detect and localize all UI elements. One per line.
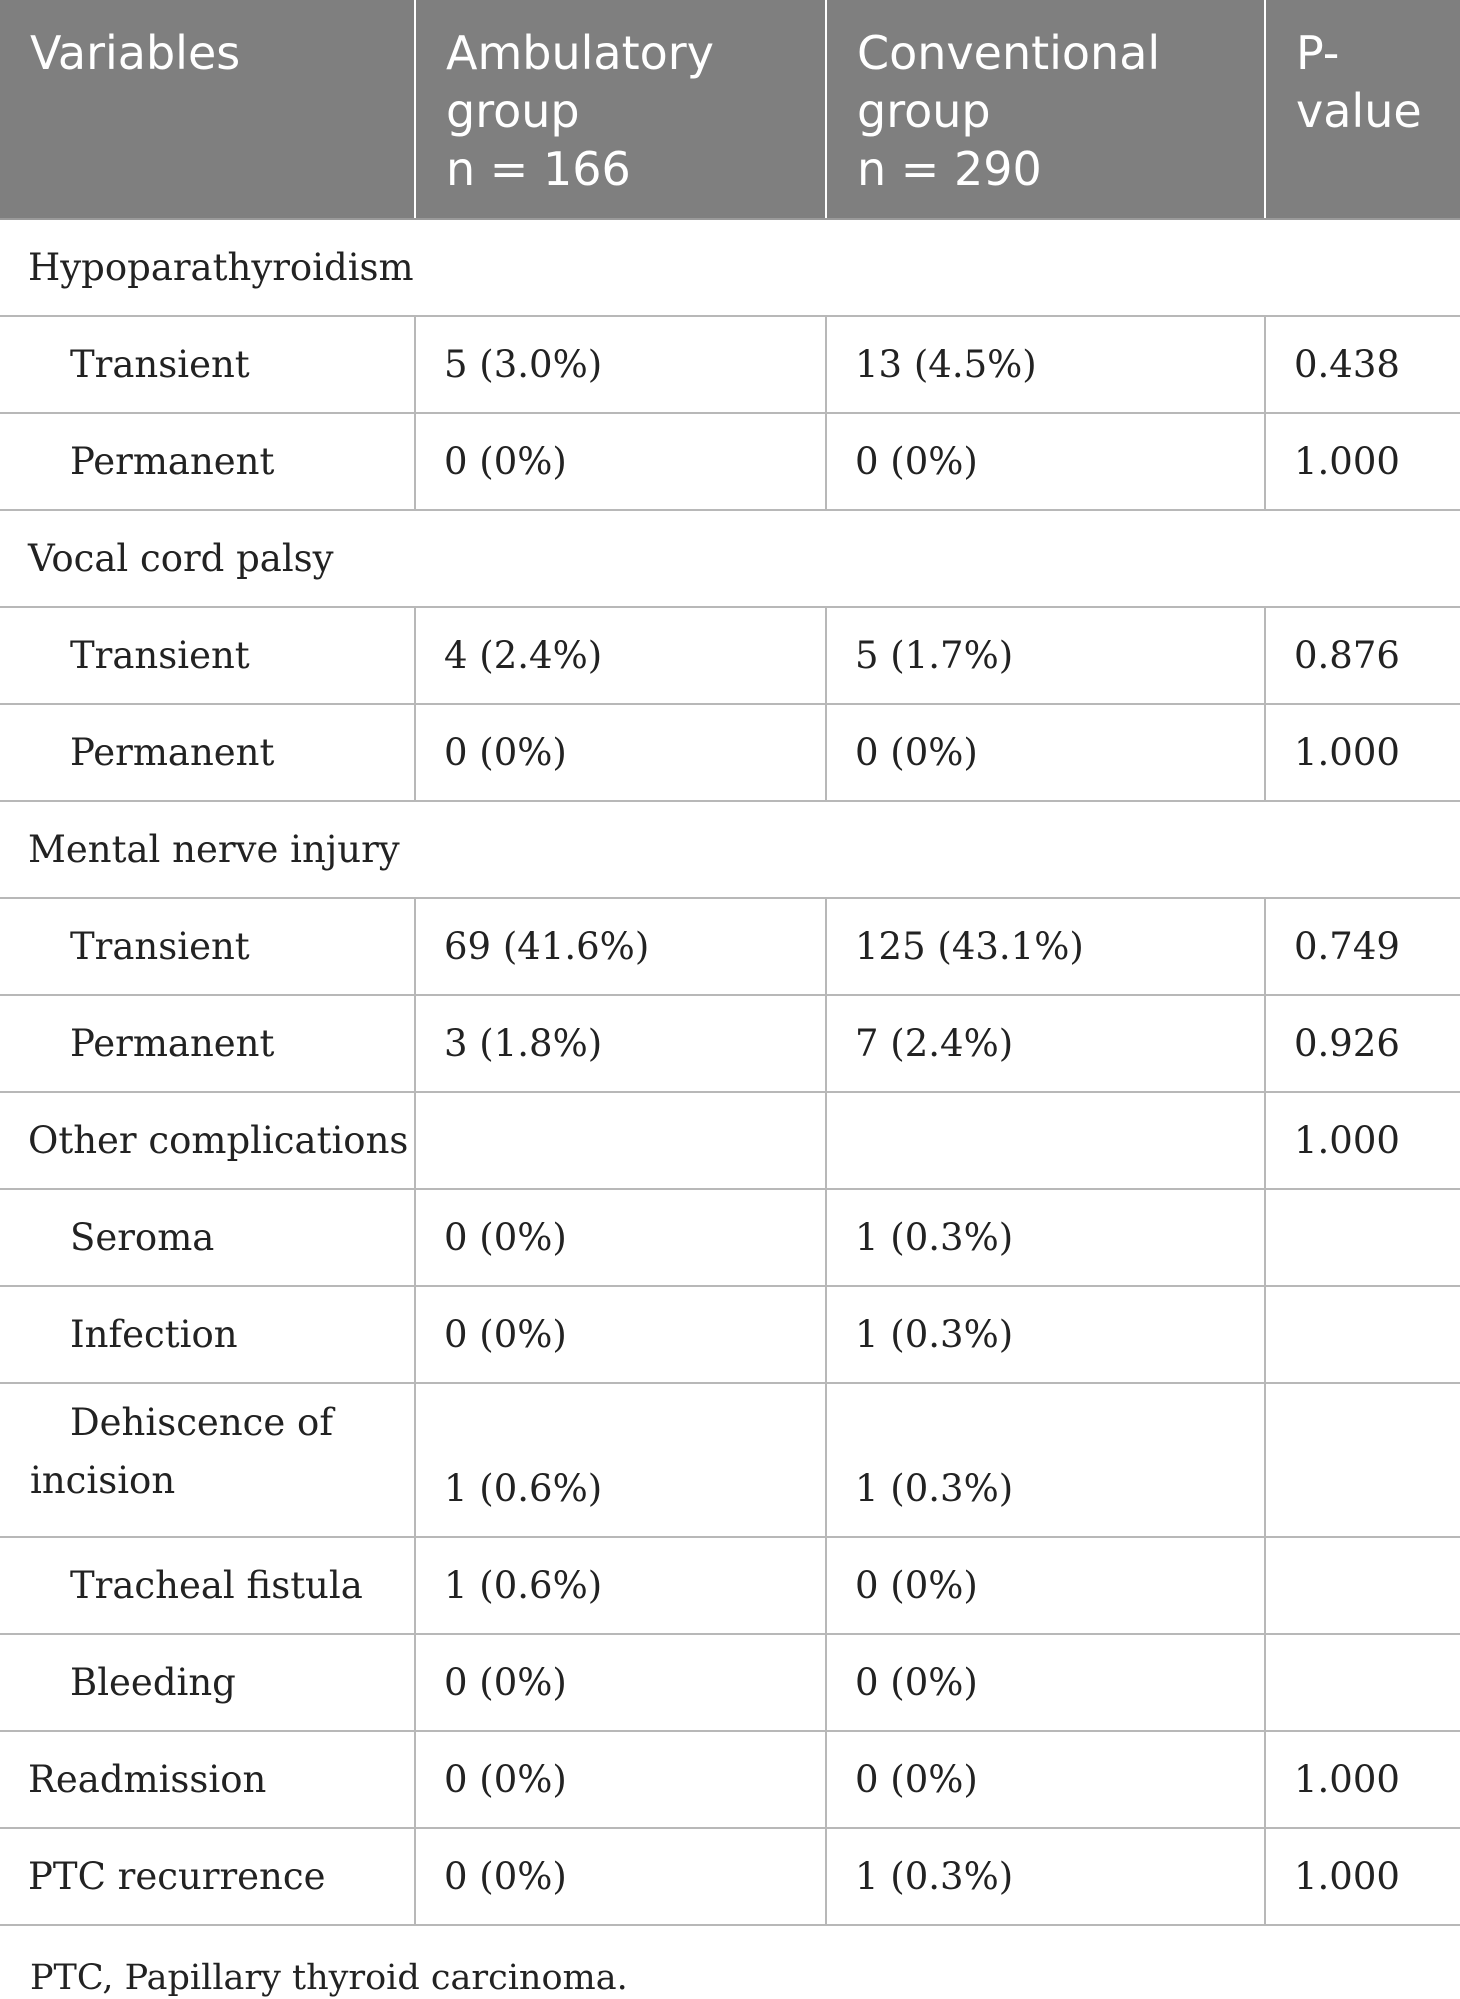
ambulatory-value: 0 (0%) xyxy=(415,704,826,801)
header-p-value-line2: value xyxy=(1296,84,1422,138)
row-label: Transient xyxy=(0,316,415,413)
row-label: Infection xyxy=(0,1286,415,1383)
ambulatory-value xyxy=(415,1092,826,1189)
header-ambulatory xyxy=(415,0,826,219)
table-row xyxy=(0,413,1460,510)
table-row-ptc-recurrence xyxy=(0,1828,1460,1925)
header-conventional xyxy=(826,0,1265,219)
section-row-mental-nerve-injury xyxy=(0,801,1460,898)
conventional-value xyxy=(826,1092,1265,1189)
header-p-value xyxy=(1265,0,1460,219)
p-value: 1.000 xyxy=(1265,704,1460,801)
row-label: PTC recurrence xyxy=(0,1828,415,1925)
row-label: Permanent xyxy=(0,995,415,1092)
p-value: 0.438 xyxy=(1265,316,1460,413)
table-row-readmission xyxy=(0,1731,1460,1828)
row-label: Seroma xyxy=(0,1189,415,1286)
row-label: Permanent xyxy=(0,413,415,510)
header-conventional-line1: Conventional xyxy=(857,26,1161,80)
ambulatory-value: 5 (3.0%) xyxy=(415,316,826,413)
table-header xyxy=(0,0,1460,219)
ambulatory-value: 1 (0.6%) xyxy=(415,1383,826,1537)
p-value xyxy=(1265,1634,1460,1731)
p-value: 1.000 xyxy=(1265,1092,1460,1189)
table-row xyxy=(0,1537,1460,1634)
table-row-other-complications xyxy=(0,1092,1460,1189)
ambulatory-value: 0 (0%) xyxy=(415,1731,826,1828)
p-value: 0.926 xyxy=(1265,995,1460,1092)
ambulatory-value: 0 (0%) xyxy=(415,1828,826,1925)
ambulatory-value: 69 (41.6%) xyxy=(415,898,826,995)
p-value xyxy=(1265,1286,1460,1383)
header-ambulatory-line2: group xyxy=(446,84,580,138)
section-label: Hypoparathyroidism xyxy=(0,219,1460,316)
p-value: 1.000 xyxy=(1265,1731,1460,1828)
row-label: Permanent xyxy=(0,704,415,801)
row-label: Other complications xyxy=(0,1092,415,1189)
header-row xyxy=(0,0,1460,219)
table-row xyxy=(0,704,1460,801)
row-label xyxy=(0,1383,415,1537)
header-variables-label: Variables xyxy=(30,26,241,80)
ambulatory-value: 0 (0%) xyxy=(415,413,826,510)
section-row-hypoparathyroidism xyxy=(0,219,1460,316)
ambulatory-value: 0 (0%) xyxy=(415,1634,826,1731)
row-label: Transient xyxy=(0,607,415,704)
header-ambulatory-line1: Ambulatory xyxy=(446,26,714,80)
table-row xyxy=(0,995,1460,1092)
table-row xyxy=(0,316,1460,413)
table-row xyxy=(0,1189,1460,1286)
row-label: Bleeding xyxy=(0,1634,415,1731)
conventional-value: 0 (0%) xyxy=(826,1731,1265,1828)
row-label-line1: Dehiscence of xyxy=(70,1401,334,1444)
conventional-value: 1 (0.3%) xyxy=(826,1828,1265,1925)
p-value: 1.000 xyxy=(1265,1828,1460,1925)
p-value xyxy=(1265,1189,1460,1286)
row-label: Tracheal fistula xyxy=(0,1537,415,1634)
section-row-vocal-cord-palsy xyxy=(0,510,1460,607)
row-label-line2: incision xyxy=(30,1459,176,1502)
p-value: 0.876 xyxy=(1265,607,1460,704)
row-label: Readmission xyxy=(0,1731,415,1828)
conventional-value: 1 (0.3%) xyxy=(826,1383,1265,1537)
p-value xyxy=(1265,1537,1460,1634)
ambulatory-value: 0 (0%) xyxy=(415,1286,826,1383)
ambulatory-value: 1 (0.6%) xyxy=(415,1537,826,1634)
conventional-value: 0 (0%) xyxy=(826,1634,1265,1731)
ambulatory-value: 4 (2.4%) xyxy=(415,607,826,704)
p-value: 0.749 xyxy=(1265,898,1460,995)
header-conventional-n: n = 290 xyxy=(857,142,1042,196)
ambulatory-value: 0 (0%) xyxy=(415,1189,826,1286)
header-ambulatory-n: n = 166 xyxy=(446,142,631,196)
conventional-value: 0 (0%) xyxy=(826,704,1265,801)
section-label: Vocal cord palsy xyxy=(0,510,1460,607)
conventional-value: 13 (4.5%) xyxy=(826,316,1265,413)
table-row xyxy=(0,1634,1460,1731)
section-label: Mental nerve injury xyxy=(0,801,1460,898)
header-conventional-line2: group xyxy=(857,84,991,138)
table-row xyxy=(0,1383,1460,1537)
conventional-value: 5 (1.7%) xyxy=(826,607,1265,704)
conventional-value: 7 (2.4%) xyxy=(826,995,1265,1092)
table-body xyxy=(0,219,1460,1925)
table-row xyxy=(0,898,1460,995)
conventional-value: 125 (43.1%) xyxy=(826,898,1265,995)
header-variables xyxy=(0,0,415,219)
p-value: 1.000 xyxy=(1265,413,1460,510)
conventional-value: 0 (0%) xyxy=(826,413,1265,510)
table-footnote: PTC, Papillary thyroid carcinoma. xyxy=(30,1958,628,1998)
p-value xyxy=(1265,1383,1460,1537)
ambulatory-value: 3 (1.8%) xyxy=(415,995,826,1092)
header-p-value-line1: P- xyxy=(1296,26,1340,80)
conventional-value: 1 (0.3%) xyxy=(826,1189,1265,1286)
table-row xyxy=(0,607,1460,704)
conventional-value: 1 (0.3%) xyxy=(826,1286,1265,1383)
conventional-value: 0 (0%) xyxy=(826,1537,1265,1634)
table-row xyxy=(0,1286,1460,1383)
row-label: Transient xyxy=(0,898,415,995)
